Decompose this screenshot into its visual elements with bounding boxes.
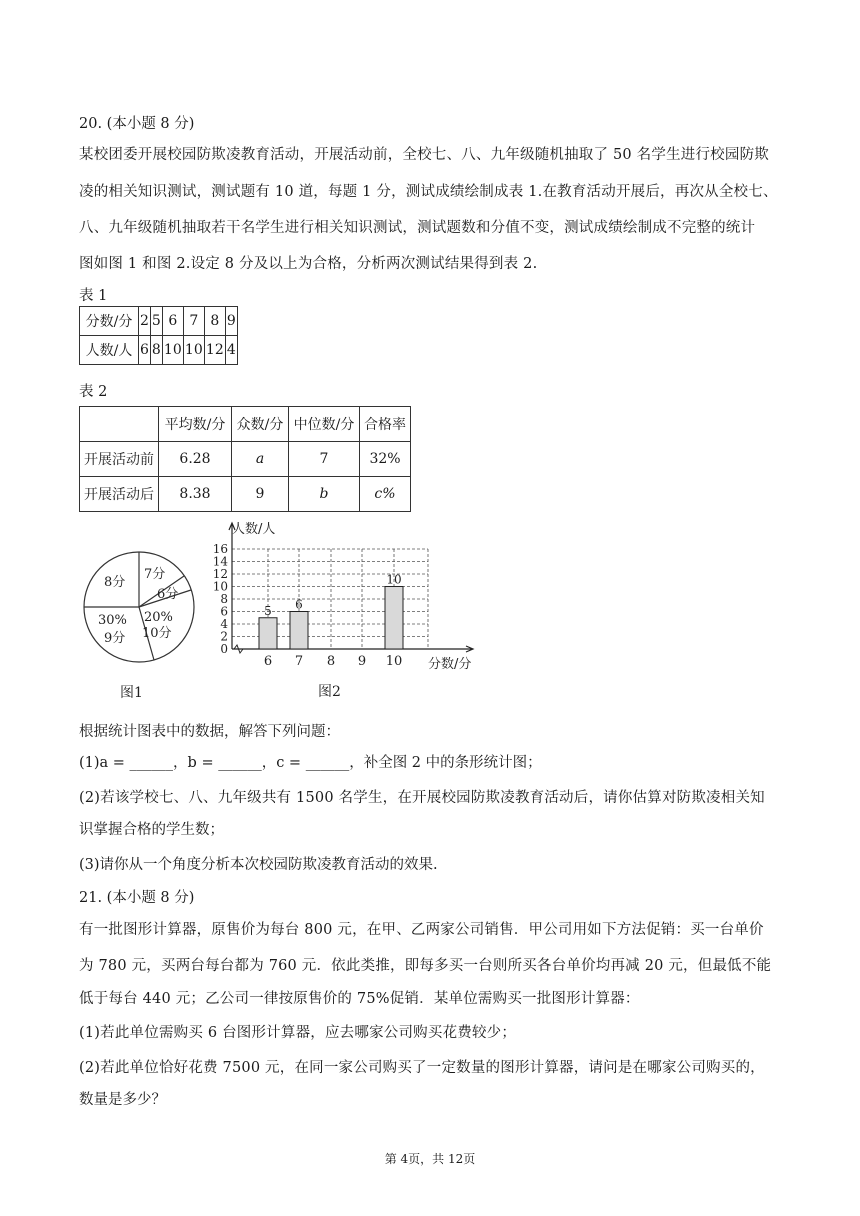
table-cell: 6.28 xyxy=(159,442,232,477)
q21-header: 21. (本小题 8 分) xyxy=(79,890,195,906)
bar-data-label: 6 xyxy=(295,597,303,612)
table-cell xyxy=(80,407,159,442)
q21-text-line: 低于每台 440 元；乙公司一律按原售价的 75%促销．某单位需购买一批图形计算器： xyxy=(79,991,640,1007)
bar-data-label: 10 xyxy=(386,572,402,587)
pie-label: 9分 xyxy=(104,631,126,646)
q20-part2-line: (2)若该学校七、八、九年级共有 1500 名学生，在开展校园防欺凌教育活动后，请你估算对防欺凌相关知 xyxy=(79,790,765,806)
figure1-pie-chart xyxy=(74,540,204,705)
x-tick-label: 9 xyxy=(357,654,367,669)
y-tick-label: 6 xyxy=(220,604,228,619)
table-cell: 10 xyxy=(183,336,204,365)
y-tick-label: 2 xyxy=(220,629,228,644)
bar xyxy=(259,618,277,649)
pie-label: 10分 xyxy=(142,626,172,641)
table-cell: 7 xyxy=(183,307,204,336)
q21-text-line: 为 780 元，买两台每台都为 760 元．依此类推，即每多买一台则所买各台单价均再减 20 元，但最低不能 xyxy=(79,958,772,974)
table-cell: 6 xyxy=(162,307,183,336)
table-cell: 众数/分 xyxy=(232,407,289,442)
x-tick-label: 10 xyxy=(385,654,403,669)
q20-text-line: 凌的相关知识测试，测试题有 10 道，每题 1 分，测试成绩绘制成表 1.在教育活动开展后，再次从全校七、 xyxy=(79,184,778,200)
x-tick-label: 6 xyxy=(263,654,273,669)
x-axis-label: 分数/分 xyxy=(428,657,472,672)
q20-text-line: 八、九年级随机抽取若干名学生进行相关知识测试，测试题数和分值不变，测试成绩绘制成不完整的统计 xyxy=(79,220,756,236)
table-cell: 5 xyxy=(150,307,162,336)
y-tick-label: 4 xyxy=(220,617,228,631)
table-cell: 8 xyxy=(204,307,225,336)
y-tick-labels xyxy=(213,542,229,656)
table-row xyxy=(80,307,238,336)
table2 xyxy=(79,406,411,512)
table-cell: 4 xyxy=(225,336,237,365)
q20-part2-line: 识掌握合格的学生数； xyxy=(79,822,224,838)
table-cell: 开展活动前 xyxy=(80,442,159,477)
q20-header: 20. (本小题 8 分) xyxy=(79,116,195,132)
table-cell: 8 xyxy=(150,336,162,365)
bar xyxy=(385,587,403,650)
y-tick-label: 0 xyxy=(220,642,228,656)
x-tick-label: 7 xyxy=(294,654,304,669)
q21-part2-line: (2)若此单位恰好花费 7500 元，在同一家公司购买了一定数量的图形计算器，请问是在哪家公司购买的， xyxy=(79,1060,765,1076)
pie-label: 8分 xyxy=(104,575,126,590)
table-cell: 9 xyxy=(232,477,289,512)
table-cell: 平均数/分 xyxy=(159,407,232,442)
table-cell: 9 xyxy=(225,307,237,336)
y-tick-label: 10 xyxy=(212,579,228,594)
y-tick-label: 8 xyxy=(220,592,228,606)
q21-text-line: 有一批图形计算器，原售价为每台 800 元，在甲、乙两家公司销售．甲公司用如下方法促销：买一台单价 xyxy=(79,922,764,938)
y-axis-label: 人数/人 xyxy=(232,522,276,537)
table-cell: 人数/人 xyxy=(80,336,139,365)
y-tick-label: 12 xyxy=(212,567,228,581)
q21-part2-line: 数量是多少？ xyxy=(79,1092,166,1108)
q20-part1: (1)a = ______，b = ______，c = ______，补全图 2 中的条形统计图； xyxy=(79,755,542,771)
table-cell: 6 xyxy=(139,336,151,365)
table2-caption: 表 2 xyxy=(79,384,108,400)
page-footer: 第 4页，共 12页 xyxy=(384,1152,476,1166)
q20-part3: (3)请你从一个角度分析本次校园防欺凌教育活动的效果. xyxy=(79,857,438,873)
table-cell: 7 xyxy=(289,442,360,477)
q20-prompt: 根据统计图表中的数据，解答下列问题： xyxy=(79,724,340,740)
q21-part1: (1)若此单位需购买 6 台图形计算器，应去哪家公司购买花费较少； xyxy=(79,1025,517,1041)
table-cell: b xyxy=(289,477,360,512)
table-cell: 合格率 xyxy=(360,407,411,442)
table-cell: c% xyxy=(360,477,411,512)
pie-label: 7分 xyxy=(144,567,166,582)
table1 xyxy=(79,306,238,365)
table-row xyxy=(80,442,411,477)
table-cell: 开展活动后 xyxy=(80,477,159,512)
table-cell: 分数/分 xyxy=(80,307,139,336)
table-cell: 8.38 xyxy=(159,477,232,512)
table-row xyxy=(80,477,411,512)
x-tick-label: 8 xyxy=(326,654,336,669)
y-tick-label: 16 xyxy=(212,542,228,556)
table-cell: 12 xyxy=(204,336,225,365)
y-tick-label: 14 xyxy=(212,554,228,569)
bar-data-labels xyxy=(264,573,401,618)
figure2-bar-chart xyxy=(210,516,486,705)
table-cell: 10 xyxy=(162,336,183,365)
x-tick-labels xyxy=(264,654,402,669)
q20-text-line: 图如图 1 和图 2.设定 8 分及以上为合格，分析两次测试结果得到表 2. xyxy=(79,256,538,272)
pie-label: 20% xyxy=(144,610,173,625)
table-cell: 中位数/分 xyxy=(289,407,360,442)
pie-label: 30% xyxy=(98,613,127,628)
figure1-caption: 图1 xyxy=(120,685,143,701)
table1-caption: 表 1 xyxy=(79,288,108,304)
q20-text-line: 某校团委开展校园防欺凌教育活动，开展活动前，全校七、八、九年级随机抽取了 50 名学生进行校园防欺 xyxy=(79,147,769,163)
figure2-caption: 图2 xyxy=(318,684,341,700)
bar xyxy=(290,612,308,650)
table-row xyxy=(80,407,411,442)
table-cell: a xyxy=(232,442,289,477)
table-cell: 32% xyxy=(360,442,411,477)
bar-data-label: 5 xyxy=(264,603,272,618)
table-cell: 2 xyxy=(139,307,151,336)
pie-label: 6分 xyxy=(157,587,179,602)
table-row xyxy=(80,336,238,365)
